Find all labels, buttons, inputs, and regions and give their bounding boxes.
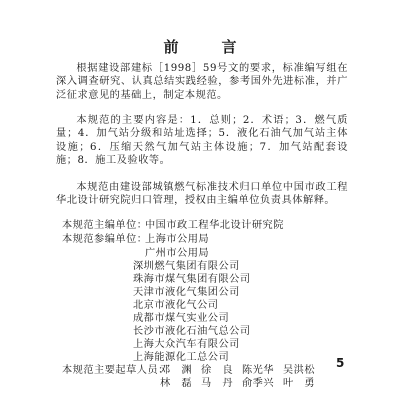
drafter-name: 俞季兴: [242, 378, 275, 390]
participant-unit: 珠海市煤气集团有限公司: [133, 274, 251, 285]
participant-unit: 上海市公用局: [145, 234, 210, 245]
participant-unit: 上海大众汽车有限公司: [133, 339, 240, 350]
paragraph-contents: 本规范的主要内容是：1．总则；2．术语；3．燃气质量；4．加气站分级和站址选择；5．液化石油气加气站主体设施；6．压缩天然气加气站主体设施；7．加气站配套设施；8．施工及验收等。: [56, 115, 348, 166]
drafter-name: 吴洪松: [283, 365, 316, 376]
drafter-name: 马 丹: [201, 378, 234, 390]
drafter-name: 邓 渊: [160, 365, 193, 376]
paragraph-basis: 根据建设部建标［1998］59号文的要求，标准编写组在深入调查研究、认真总结实践经验，参考国外先进标准，并广泛征求意见的基础上，制定本规范。: [56, 63, 348, 101]
participant-unit: 长沙市液化石油气总公司: [133, 326, 251, 337]
drafter-name: 陈光华: [242, 365, 275, 376]
page-number: 5: [336, 356, 345, 370]
page-title: 前 言: [163, 38, 251, 56]
participant-unit: 广州市公用局: [145, 248, 210, 259]
participant-unit: 深圳燃气集团有限公司: [133, 261, 240, 272]
participant-unit: 成都市煤气实业公司: [133, 313, 230, 324]
drafter-name: 叶 勇: [283, 378, 316, 390]
drafter-name: 林 磊: [160, 378, 193, 390]
chief-editor-label: 本规范主编单位：: [62, 220, 148, 231]
participant-unit: 上海能源化工总公司: [133, 352, 230, 363]
paragraph-management: 本规范由建设部城镇燃气标准技术归口单位中国市政工程华北设计研究院归口管理，授权由主编单位负责具体解释。: [56, 182, 348, 207]
chief-editor-unit: 中国市政工程华北设计研究院: [145, 220, 284, 231]
participants-label: 本规范参编单位：: [62, 234, 148, 245]
drafter-name: 徐 良: [201, 365, 234, 376]
participant-unit: 北京市液化气公司: [133, 300, 219, 311]
participant-unit: 天津市液化气集团公司: [133, 287, 240, 298]
drafters-label: 本规范主要起草人员：: [62, 365, 169, 376]
